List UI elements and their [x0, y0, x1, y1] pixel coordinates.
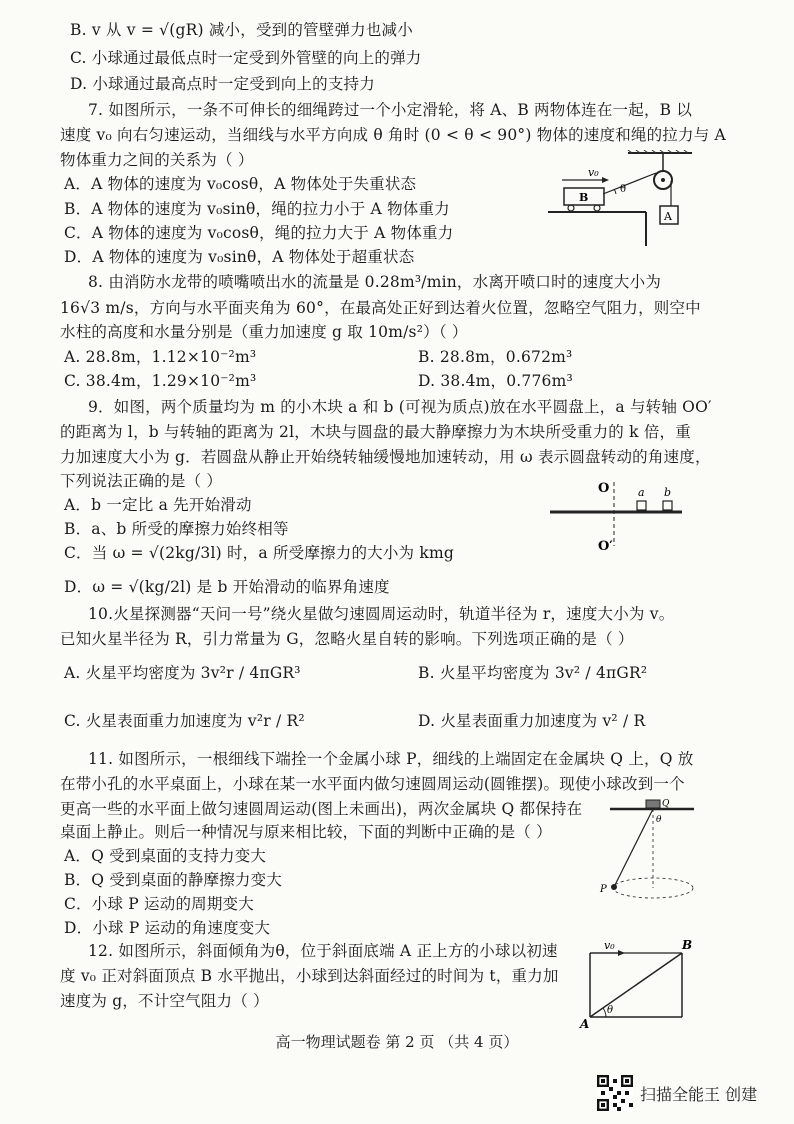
q12-label-A: A — [580, 1017, 590, 1030]
q8-stem-line3: 水柱的高度和水量分别是（重力加速度 g 取 10m/s²）（ ） — [60, 323, 468, 341]
q11-stem-line1: 11. 如图所示，一根细线下端拴一个金属小球 P，细线的上端固定在金属块 Q 上，Q 放 — [88, 750, 694, 768]
q9-option-d: D．ω = √(kg/2l) 是 b 开始滑动的临界角速度 — [64, 578, 390, 596]
q9-stem-line2: 的距离为 l，b 与转轴的距离为 2l，木块与圆盘的最大静摩擦力为木块所受重力的 k 倍，重 — [60, 423, 691, 441]
q10-option-c: C. 火星表面重力加速度为 v²r / R² — [64, 712, 305, 730]
q11-option-d: D．小球 P 运动的角速度变大 — [64, 919, 271, 937]
q9-stem-line4: 下列说法正确的是（ ） — [60, 472, 223, 490]
q11-label-theta: θ — [656, 815, 662, 825]
page-footer: 高一物理试题卷 第 2 页 （共 4 页） — [275, 1033, 519, 1051]
q12-label-theta: θ — [607, 1005, 614, 1016]
q11-option-c: C．小球 P 运动的周期变大 — [64, 895, 254, 913]
q7-option-a: A．A 物体的速度为 v₀cosθ，A 物体处于失重状态 — [64, 175, 417, 193]
q9-option-a: A．b 一定比 a 先开始滑动 — [64, 496, 252, 514]
q10-option-a: A. 火星平均密度为 3v²r / 4πGR³ — [64, 664, 301, 682]
q11-option-b: B．Q 受到桌面的静摩擦力变大 — [64, 871, 283, 889]
q8-stem-line2: 16√3 m/s，方向与水平面夹角为 60°，在最高处正好到达着火位置，忽略空气阻力，则空中 — [60, 299, 701, 317]
q8-option-a: A. 28.8m，1.12×10⁻²m³ — [64, 348, 257, 366]
q8-stem-line1: 8. 由消防水龙带的喷嘴喷出水的流量是 0.28m³/min，水离开喷口时的速度大小为 — [88, 273, 662, 291]
q8-option-b: B. 28.8m，0.672m³ — [418, 348, 573, 366]
qr-code-icon — [597, 1075, 633, 1111]
q7-label-A: A — [664, 210, 672, 223]
q11-stem-line2: 在带小孔的水平桌面上，小球在某一水平面内做匀速圆周运动(圆锥摆)。现使小球改到一个 — [60, 775, 685, 793]
q12-stem-line2: 度 v₀ 正对斜面顶点 B 水平抛出，小球到达斜面经过的时间为 t，重力加 — [60, 967, 559, 985]
q7-option-b: B．A 物体的速度为 v₀sinθ，绳的拉力小于 A 物体重力 — [64, 200, 450, 218]
q7-label-B: B — [579, 191, 589, 204]
q8-option-c: C. 38.4m，1.29×10⁻²m³ — [64, 372, 257, 390]
q9-stem-line3: 力加速度大小为 g．若圆盘从静止开始绕转轴缓慢地加速转动，用 ω 表示圆盘转动的角速度， — [60, 448, 711, 466]
q7-stem-line2: 速度 v₀ 向右匀速运动，当细线与水平方向成 θ 角时 (0 < θ < 90°) 物体的速度和绳的拉力与 A — [60, 126, 726, 144]
q9-disk-figure — [546, 478, 686, 558]
q12-stem-line1: 12. 如图所示，斜面倾角为θ，位于斜面底端 A 正上方的小球以初速 — [88, 942, 558, 960]
q10-stem-line1: 10.火星探测器“天问一号”绕火星做匀速圆周运动时，轨道半径为 r，速度大小为 v。 — [88, 605, 675, 623]
q9-label-b: b — [664, 486, 672, 499]
q6-option-c: C. 小球通过最低点时一定受到外管壁的向上的弹力 — [70, 49, 422, 67]
q9-label-O: O — [598, 481, 610, 496]
q7-option-d: D．A 物体的速度为 v₀sinθ，A 物体处于超重状态 — [64, 248, 415, 266]
q11-label-P: P — [600, 884, 607, 895]
q10-option-b: B. 火星平均密度为 3v² / 4πGR² — [418, 664, 648, 682]
scanner-watermark: 扫描全能王 创建 — [640, 1085, 758, 1104]
q11-stem-line3: 更高一些的水平面上做匀速圆周运动(图上未画出)，两次金属块 Q 都保持在 — [60, 800, 583, 818]
q11-conical-pendulum-figure — [590, 795, 700, 915]
q9-option-b: B．a、b 所受的摩擦力始终相等 — [64, 520, 289, 538]
q12-stem-line3: 速度为 g，不计空气阻力（ ） — [60, 992, 269, 1010]
q9-label-a: a — [638, 486, 645, 499]
q7-stem-line1: 7. 如图所示，一条不可伸长的细绳跨过一个小定滑轮，将 A、B 两物体连在一起，B 以 — [88, 101, 693, 119]
q10-stem-line2: 已知火星半径为 R，引力常量为 G，忽略火星自转的影响。下列选项正确的是（ ） — [60, 630, 634, 648]
q11-stem-line4: 桌面上静止。则后一种情况与原来相比较，下面的判断中正确的是（ ） — [60, 823, 552, 841]
q12-label-v0: v₀ — [604, 939, 615, 952]
q7-stem-line3: 物体重力之间的关系为（ ） — [60, 151, 254, 169]
q12-incline-figure — [576, 935, 696, 1030]
q9-stem-line1: 9．如图，两个质量均为 m 的小木块 a 和 b (可视为质点)放在水平圆盘上，a 与转轴 OO′ — [88, 398, 712, 416]
q12-label-B: B — [682, 938, 693, 952]
q7-pulley-figure — [546, 150, 696, 250]
q9-option-c: C．当 ω = √(2kg/3l) 时，a 所受摩擦力的大小为 kmg — [64, 544, 454, 562]
q11-option-a: A．Q 受到桌面的支持力变大 — [64, 847, 267, 865]
q9-label-O-prime: O′ — [598, 539, 613, 554]
q8-option-d: D. 38.4m，0.776m³ — [418, 372, 573, 390]
q10-option-d: D. 火星表面重力加速度为 v² / R — [418, 712, 646, 730]
q7-label-v0: v₀ — [588, 166, 599, 179]
q7-option-c: C．A 物体的速度为 v₀cosθ，绳的拉力大于 A 物体重力 — [64, 224, 454, 242]
q11-label-Q: Q — [662, 799, 670, 809]
q6-option-b: B. v 从 v = √(gR) 减小，受到的管壁弹力也减小 — [70, 21, 413, 39]
q6-option-d: D. 小球通过最高点时一定受到向上的支持力 — [70, 75, 375, 93]
q7-label-theta: θ — [620, 184, 627, 195]
